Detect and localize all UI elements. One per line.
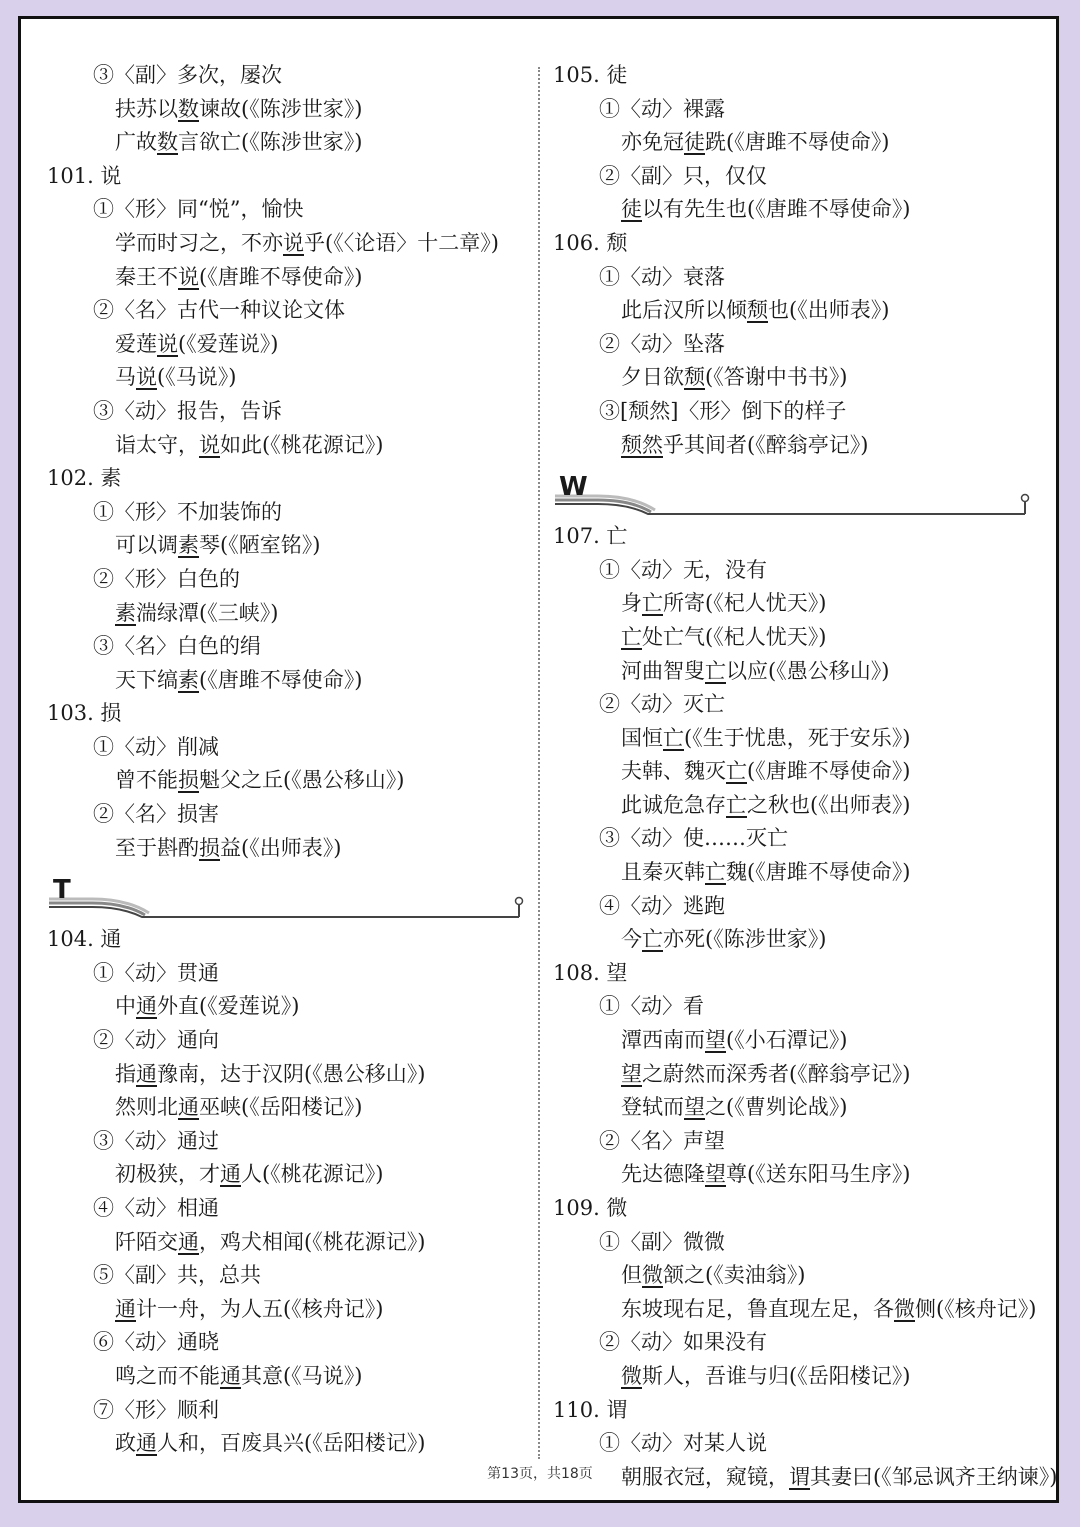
sense-definition: ①〈形〉不加装饰的 (93, 499, 282, 524)
document-page (18, 16, 1059, 1503)
example-sentence (47, 429, 527, 463)
example-sentence (47, 1158, 527, 1192)
example-sentence (47, 529, 527, 563)
underlined-keyword: 损 (199, 835, 220, 860)
section-rule (553, 462, 1033, 520)
entry-heading: 107. 亡 (553, 524, 628, 549)
example-text: ，鸡犬相闻(《桃花源记》) (199, 1229, 426, 1254)
example-sentence (553, 1293, 1043, 1327)
example-sentence (553, 1024, 1043, 1058)
example-text: 以应(《愚公移山》) (726, 658, 890, 683)
underlined-keyword: 通 (136, 1431, 157, 1456)
underlined-keyword: 颓 (684, 365, 705, 390)
example-text: 政 (115, 1431, 136, 1456)
underlined-keyword: 通 (136, 1061, 157, 1086)
underlined-keyword: 亡 (726, 792, 747, 817)
underlined-keyword: 数 (178, 96, 199, 121)
underlined-keyword: 素 (115, 600, 136, 625)
example-text: 身 (621, 591, 642, 616)
example-text: 阡陌交 (115, 1229, 178, 1254)
example-sentence (553, 1091, 1043, 1125)
example-text: 河曲智叟 (621, 658, 705, 683)
example-sentence (553, 923, 1043, 957)
example-text: 但 (621, 1263, 642, 1288)
entry-heading: 106. 颓 (553, 230, 628, 255)
underlined-keyword: 徒 (621, 197, 642, 222)
example-text: 巫峡(《岳阳楼记》) (199, 1095, 363, 1120)
sense-definition: ①〈动〉对某人说 (599, 1431, 767, 1456)
sense-definition: ①〈动〉削减 (93, 734, 219, 759)
sense-definition: ③〈动〉报告，告诉 (93, 398, 282, 423)
example-sentence (47, 1360, 527, 1394)
example-text: 乎(《〈论语〉十二章》) (304, 230, 499, 255)
example-text: (《唐雎不辱使命》) (747, 759, 911, 784)
example-text: 然则北 (115, 1095, 178, 1120)
underlined-keyword: 通 (136, 994, 157, 1019)
example-text: 潭西南而 (621, 1028, 705, 1053)
example-sentence (47, 1226, 527, 1260)
example-text: 初极狭，才 (115, 1162, 220, 1187)
example-text: 魁父之丘(《愚公移山》) (199, 768, 405, 793)
sense-definition: ②〈动〉坠落 (599, 331, 725, 356)
example-sentence (47, 1427, 527, 1461)
page-footer: 第13页，共18页 (487, 1466, 593, 1482)
example-text: 颔之(《卖油翁》) (663, 1263, 806, 1288)
example-sentence (47, 261, 527, 295)
example-text: 其妻曰(《邹忌讽齐王纳谏》) (810, 1464, 1058, 1489)
example-sentence (47, 227, 527, 261)
entry-heading: 109. 微 (553, 1196, 628, 1220)
example-sentence (47, 1058, 527, 1092)
underlined-keyword: 说 (157, 331, 178, 356)
example-text: 指 (115, 1061, 136, 1086)
underlined-keyword: 通 (178, 1095, 199, 1120)
underlined-keyword: 通 (220, 1162, 241, 1187)
underlined-keyword: 素 (178, 667, 199, 692)
underlined-keyword: 通 (220, 1363, 241, 1388)
entry-heading: 110. 谓 (553, 1397, 628, 1422)
example-sentence (553, 856, 1043, 890)
example-sentence (47, 1091, 527, 1125)
section-letter: T (53, 875, 71, 906)
underlined-keyword: 望 (621, 1061, 642, 1086)
example-sentence (553, 722, 1043, 756)
example-text: 也(《出师表》) (768, 298, 890, 323)
example-sentence (553, 1259, 1043, 1293)
sense-definition: ②〈名〉古代一种议论文体 (93, 298, 345, 323)
underlined-keyword: 颓 (747, 298, 768, 323)
underlined-keyword: 微 (894, 1296, 915, 1321)
sense-definition: ②〈副〉只，仅仅 (599, 163, 767, 188)
sense-definition: ②〈形〉白色的 (93, 566, 240, 591)
sense-definition: ②〈名〉声望 (599, 1128, 725, 1153)
sense-definition: ⑤〈副〉共，总共 (93, 1263, 261, 1288)
example-sentence (47, 126, 527, 160)
example-text: 以有先生也(《唐雎不辱使命》) (642, 197, 911, 222)
example-text: 天下缟 (115, 667, 178, 692)
example-text: 国恒 (621, 725, 663, 750)
example-text: 湍绿潭(《三峡》) (136, 600, 279, 625)
example-text: 豫南，达于汉阴(《愚公移山》) (157, 1061, 426, 1086)
underlined-keyword: 损 (178, 768, 199, 793)
example-text: (《生于忧患，死于安乐》) (684, 725, 911, 750)
underlined-keyword: 通 (115, 1296, 136, 1321)
underlined-keyword: 微 (621, 1363, 642, 1388)
sense-definition: ①〈副〉微微 (599, 1229, 725, 1254)
example-text: 所寄(《杞人忧天》) (663, 591, 827, 616)
example-text: 秦王不 (115, 264, 178, 289)
example-sentence (47, 93, 527, 127)
example-text: 外直(《爱莲说》) (157, 994, 300, 1019)
sense-definition: ①〈动〉看 (599, 994, 704, 1019)
example-text: 之(《曹刿论战》) (705, 1095, 848, 1120)
example-text: 尊(《送东阳马生序》) (726, 1162, 911, 1187)
example-text: 跣(《唐雎不辱使命》) (705, 130, 890, 155)
section-header-w (553, 462, 1043, 520)
example-sentence (47, 361, 527, 395)
example-sentence (553, 655, 1043, 689)
example-text: 其意(《马说》) (241, 1363, 363, 1388)
underlined-keyword: 说 (199, 432, 220, 457)
example-text: 亦免冠 (621, 130, 684, 155)
example-text: 如此(《桃花源记》) (220, 432, 384, 457)
example-text: 琴(《陋室铭》) (199, 533, 321, 558)
example-text: (《唐雎不辱使命》) (199, 264, 363, 289)
entry-heading: 105. 徒 (553, 63, 628, 87)
example-sentence (553, 621, 1043, 655)
example-sentence (553, 361, 1043, 395)
example-sentence (553, 1360, 1043, 1394)
example-text: 登轼而 (621, 1095, 684, 1120)
example-text: 可以调 (115, 533, 178, 558)
section-rule (47, 865, 527, 923)
sense-definition: ②〈动〉灭亡 (599, 692, 725, 717)
example-sentence (553, 789, 1043, 823)
sense-definition: ③〈副〉多次，屡次 (93, 63, 282, 87)
entry-heading: 102. 素 (47, 466, 122, 491)
right-column (553, 59, 1058, 1494)
example-text: 诣太守， (115, 432, 199, 457)
entry-heading: 101. 说 (47, 163, 122, 188)
example-text: 今 (621, 927, 642, 952)
sense-definition: ⑦〈形〉顺利 (93, 1397, 219, 1422)
column-divider (538, 67, 540, 1459)
example-sentence (47, 764, 527, 798)
example-sentence (553, 1158, 1043, 1192)
sense-definition: ⑥〈动〉通晓 (93, 1330, 219, 1355)
underlined-keyword: 素 (178, 533, 199, 558)
example-text: 至于斟酌 (115, 835, 199, 860)
underlined-keyword: 徒 (684, 130, 705, 155)
example-text: 夫韩、魏灭 (621, 759, 726, 784)
example-text: 广故 (115, 130, 157, 155)
sense-definition: ①〈动〉贯通 (93, 960, 219, 985)
underlined-keyword: 谓 (789, 1464, 810, 1489)
example-text: 人和，百废具兴(《岳阳楼记》) (157, 1431, 426, 1456)
example-text: 马 (115, 365, 136, 390)
example-sentence (553, 755, 1043, 789)
example-text: 之秋也(《出师表》) (747, 792, 911, 817)
example-text: (《答谢中书书》) (705, 365, 848, 390)
example-text: 之蔚然而深秀者(《醉翁亭记》) (642, 1061, 911, 1086)
sense-definition: ③〈名〉白色的绢 (93, 634, 261, 659)
underlined-keyword: 亡 (726, 759, 747, 784)
sense-definition: ④〈动〉相通 (93, 1196, 219, 1220)
left-column (47, 59, 527, 1461)
example-sentence (553, 193, 1043, 227)
underlined-keyword: 望 (705, 1162, 726, 1187)
underlined-keyword: 说 (136, 365, 157, 390)
example-text: 侧(《核舟记》) (915, 1296, 1037, 1321)
underlined-keyword: 亡 (705, 658, 726, 683)
example-text: 曾不能 (115, 768, 178, 793)
sense-definition: ①〈动〉衰落 (599, 264, 725, 289)
example-sentence (47, 832, 527, 866)
example-text: 东坡现右足，鲁直现左足，各 (621, 1296, 894, 1321)
example-sentence (553, 126, 1043, 160)
example-text: 扶苏以 (115, 96, 178, 121)
sense-definition: ①〈动〉无，没有 (599, 557, 767, 582)
example-sentence (553, 1058, 1043, 1092)
underlined-keyword: 说 (283, 230, 304, 255)
example-text: 且秦灭韩 (621, 860, 705, 885)
example-text: 爱莲 (115, 331, 157, 356)
example-sentence (47, 664, 527, 698)
underlined-keyword: 说 (178, 264, 199, 289)
sense-definition: ①〈动〉裸露 (599, 96, 725, 121)
example-text: 益(《出师表》) (220, 835, 342, 860)
underlined-keyword: 通 (178, 1229, 199, 1254)
example-text: 魏(《唐雎不辱使命》) (726, 860, 911, 885)
example-text: 鸣之而不能 (115, 1363, 220, 1388)
sense-definition: ③[颓然]〈形〉倒下的样子 (599, 398, 847, 423)
underlined-keyword: 亡 (621, 624, 642, 649)
example-text: (《唐雎不辱使命》) (199, 667, 363, 692)
example-sentence (47, 597, 527, 631)
underlined-keyword: 亡 (663, 725, 684, 750)
underlined-keyword: 数 (157, 130, 178, 155)
example-text: 计一舟，为人五(《核舟记》) (136, 1296, 384, 1321)
example-text: 学而时习之，不亦 (115, 230, 283, 255)
underlined-keyword: 望 (705, 1028, 726, 1053)
example-sentence (47, 1293, 527, 1327)
sense-definition: ①〈形〉同“悦”，愉快 (93, 197, 304, 222)
sense-definition: ④〈动〉逃跑 (599, 893, 725, 918)
underlined-keyword: 颓然 (621, 432, 663, 457)
underlined-keyword: 亡 (642, 591, 663, 616)
section-letter: W (559, 472, 588, 503)
example-sentence (47, 328, 527, 362)
example-text: (《爱莲说》) (178, 331, 279, 356)
entry-heading: 103. 损 (47, 701, 122, 726)
example-text: 中 (115, 994, 136, 1019)
example-text: 此后汉所以倾 (621, 298, 747, 323)
example-text: 亦死(《陈涉世家》) (663, 927, 827, 952)
example-text: 先达德隆 (621, 1162, 705, 1187)
example-text: 言欲亡(《陈涉世家》) (178, 130, 363, 155)
example-text: (《小石潭记》) (726, 1028, 848, 1053)
example-sentence (553, 587, 1043, 621)
example-sentence (553, 294, 1043, 328)
underlined-keyword: 亡 (642, 927, 663, 952)
example-sentence (47, 990, 527, 1024)
underlined-keyword: 亡 (705, 860, 726, 885)
sense-definition: ③〈动〉使……灭亡 (599, 826, 788, 851)
entry-heading: 108. 望 (553, 960, 628, 985)
example-text: 朝服衣冠，窥镜， (621, 1464, 789, 1489)
underlined-keyword: 望 (684, 1095, 705, 1120)
example-text: 斯人，吾谁与归(《岳阳楼记》) (642, 1363, 911, 1388)
example-text: 人(《桃花源记》) (241, 1162, 384, 1187)
underlined-keyword: 微 (642, 1263, 663, 1288)
sense-definition: ②〈名〉损害 (93, 802, 219, 827)
entry-heading: 104. 通 (47, 927, 122, 952)
example-sentence (553, 429, 1043, 463)
example-text: 处亡气(《杞人忧天》) (642, 624, 827, 649)
example-text: 此诚危急存 (621, 792, 726, 817)
example-text: 乎其间者(《醉翁亭记》) (663, 432, 869, 457)
sense-definition: ②〈动〉通向 (93, 1028, 219, 1053)
sense-definition: ②〈动〉如果没有 (599, 1330, 767, 1355)
sense-definition: ③〈动〉通过 (93, 1128, 219, 1153)
example-text: 谏故(《陈涉世家》) (199, 96, 363, 121)
section-header-t (47, 865, 527, 923)
example-text: 夕日欲 (621, 365, 684, 390)
example-text: (《马说》) (157, 365, 237, 390)
